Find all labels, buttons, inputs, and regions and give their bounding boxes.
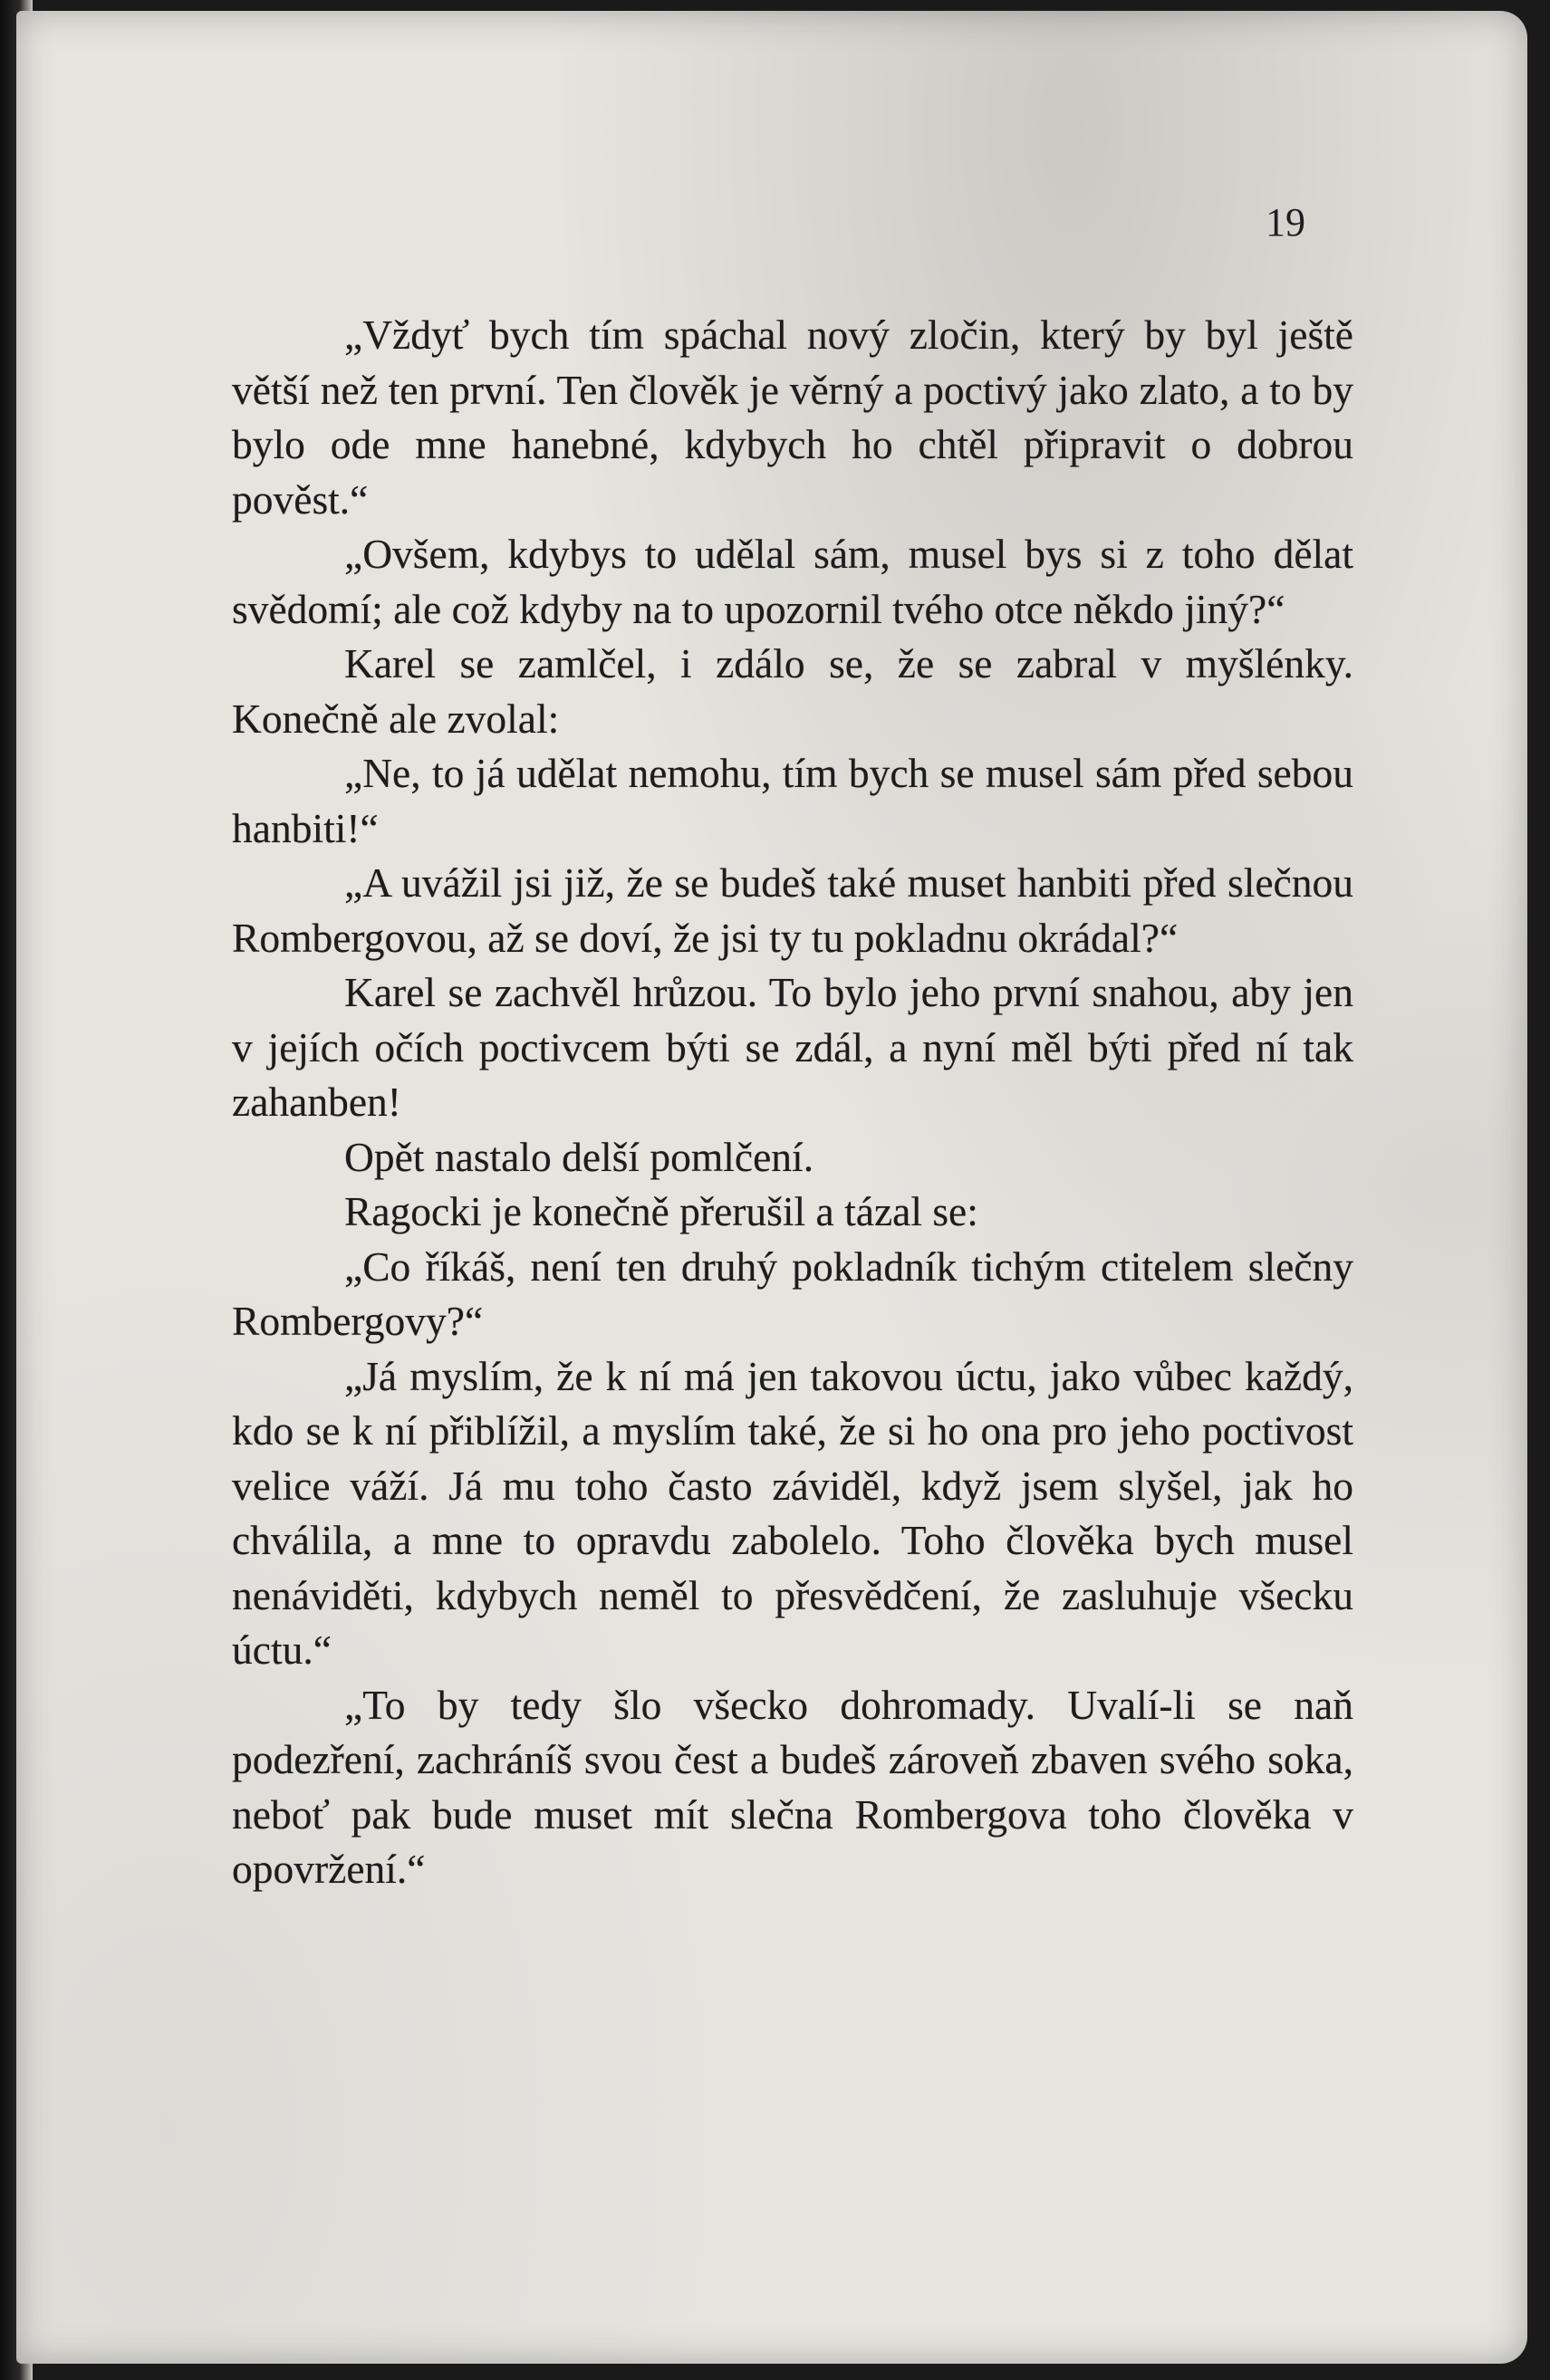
paragraph: „Co říkáš, není ten druhý pokladník tichým ctitelem slečny Rombergovy?“ [232, 1243, 1353, 1344]
paragraph: „Vždyť bych tím spáchal nový zločin, který by byl ještě větší než ten první. Ten člověk je věrný a poctivý jako zlato, a to by bylo ode mne hanebné, kdybych ho chtěl připravit o dobrou pověst.“ [232, 312, 1353, 523]
book-page [16, 11, 1527, 2364]
page-number: 19 [1266, 200, 1305, 245]
paragraph: „Ne, to já udělat nemohu, tím bych se musel sám před sebou hanbiti!“ [232, 750, 1353, 851]
paragraph: „Já myslím, že k ní má jen takovou úctu, jako vůbec každý, kdo se k ní přiblížil, a myslím také, že si ho ona pro jeho poctivost velice váží. Já mu toho často záviděl, když jsem slyšel, jak ho chválila, a mne to opravdu zabolelo. Toho člověka bych musel nenáviděti, kdybych neměl to přesvědčení, že zasluhuje všecku úctu.“ [232, 1352, 1353, 1673]
paragraph: „A uvážil jsi již, že se budeš také muset hanbiti před slečnou Rombergovou, až se doví, že jsi ty tu pokladnu okrádal?“ [232, 859, 1353, 961]
paragraph: Opět nastalo delší pomlčení. [344, 1133, 814, 1180]
paragraph: „To by tedy šlo všecko dohromady. Uvalí-li se naň podezření, zachráníš svou čest a budeš zároveň zbaven svého soka, neboť pak bude muset mít slečna Rombergova toho člověka v opovržení.“ [232, 1681, 1353, 1892]
paragraph: „Ovšem, kdybys to udělal sám, musel bys si z toho dělat svědomí; ale což kdyby na to upozornil tvého otce někdo jiný?“ [232, 531, 1353, 632]
paragraph: Karel se zamlčel, i zdálo se, že se zabral v myšlénky. Konečně ale zvolal: [232, 640, 1353, 742]
paragraph: Ragocki je konečně přerušil a tázal se: [344, 1188, 978, 1234]
paragraph: Karel se zachvěl hrůzou. To bylo jeho první snahou, aby jen v jejích očích poctivcem býti se zdál, a nyní měl býti před ní tak zahanben! [232, 969, 1353, 1125]
page-text [232, 308, 1353, 1897]
